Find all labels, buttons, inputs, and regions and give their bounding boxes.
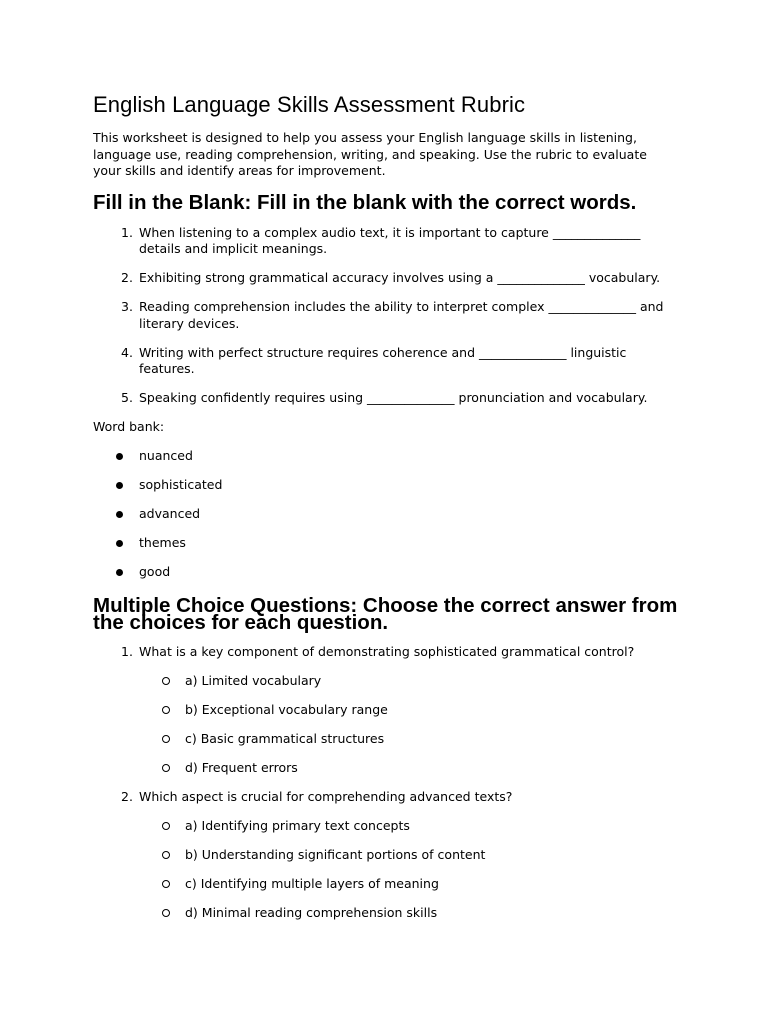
fill-in-blank-item (93, 390, 669, 407)
hollow-bullet-icon (162, 851, 170, 859)
answer-option (139, 702, 739, 719)
item-number: 3. (121, 299, 133, 314)
answer-option (139, 673, 739, 690)
word-bank-word: themes (139, 535, 186, 550)
word-bank-word: advanced (139, 506, 201, 521)
bullet-icon (116, 482, 123, 489)
option-text: c) Basic grammatical structures (185, 731, 385, 746)
question-number: 1. (121, 644, 133, 659)
word-bank-word: nuanced (139, 448, 193, 463)
intro-paragraph: This worksheet is designed to help you assess your English language skills in listening, language use, reading comprehension, writing, and speaking. Use the rubric to evaluate your skills and identify areas for improvement. (93, 130, 647, 178)
option-text: a) Identifying primary text concepts (185, 818, 410, 833)
answer-option (139, 876, 739, 893)
word-bank-word: sophisticated (139, 477, 223, 492)
word-bank-list (93, 448, 693, 581)
hollow-bullet-icon (162, 880, 170, 888)
answer-option (139, 760, 739, 777)
answer-option (139, 847, 739, 864)
word-bank-word: good (139, 564, 171, 579)
option-text: d) Frequent errors (185, 760, 298, 775)
word-bank-item (93, 564, 693, 581)
document-title: English Language Skills Assessment Rubric (93, 92, 526, 117)
option-text: b) Understanding significant portions of content (185, 847, 486, 862)
option-text: d) Minimal reading comprehension skills (185, 905, 438, 920)
item-text: Exhibiting strong grammatical accuracy involves using a ______________ vocabulary. (139, 270, 661, 285)
fill-in-blank-item (93, 225, 669, 258)
fill-in-blank-list (93, 225, 693, 407)
question-number: 2. (121, 789, 133, 804)
multiple-choice-question (93, 789, 693, 922)
item-text: When listening to a complex audio text, it is important to capture ______________ details and implicit meanings. (139, 224, 641, 256)
answer-option (139, 905, 739, 922)
document-page (93, 92, 693, 934)
hollow-bullet-icon (162, 735, 170, 743)
bullet-icon (116, 511, 123, 518)
answer-options (139, 673, 693, 777)
option-text: c) Identifying multiple layers of meaning (185, 876, 439, 891)
bullet-icon (116, 569, 123, 576)
word-bank-item (93, 535, 693, 552)
multiple-choice-question (93, 644, 693, 777)
hollow-bullet-icon (162, 909, 170, 917)
fill-in-blank-item (93, 345, 669, 378)
word-bank-item (93, 506, 693, 523)
hollow-bullet-icon (162, 677, 170, 685)
hollow-bullet-icon (162, 706, 170, 714)
bullet-icon (116, 540, 123, 547)
answer-option (139, 818, 739, 835)
fill-in-blank-item (93, 270, 669, 287)
question-text: Which aspect is crucial for comprehending advanced texts? (139, 789, 513, 804)
answer-options (139, 818, 693, 922)
option-text: a) Limited vocabulary (185, 673, 322, 688)
option-text: b) Exceptional vocabulary range (185, 702, 388, 717)
item-number: 4. (121, 344, 133, 360)
answer-option (139, 731, 739, 748)
word-bank-item (93, 448, 693, 465)
item-text: Writing with perfect structure requires coherence and ______________ linguistic features. (139, 344, 627, 376)
item-number: 5. (121, 390, 133, 405)
word-bank-label: Word bank: (93, 419, 165, 434)
item-number: 2. (121, 270, 133, 285)
item-text: Speaking confidently requires using ______________ pronunciation and vocabulary. (139, 390, 648, 405)
fill-in-blank-item (93, 299, 669, 332)
bullet-icon (116, 453, 123, 460)
item-text: Reading comprehension includes the ability to interpret complex ______________ and literary devices. (139, 299, 664, 331)
hollow-bullet-icon (162, 764, 170, 772)
multiple-choice-list (93, 644, 693, 922)
word-bank-item (93, 477, 693, 494)
fill-in-blank-heading: Fill in the Blank: Fill in the blank with the correct words. (93, 190, 637, 214)
multiple-choice-heading: Multiple Choice Questions: Choose the correct answer from the choices for each question. (93, 594, 678, 634)
hollow-bullet-icon (162, 822, 170, 830)
item-number: 1. (121, 224, 133, 240)
question-text: What is a key component of demonstrating sophisticated grammatical control? (139, 644, 635, 659)
